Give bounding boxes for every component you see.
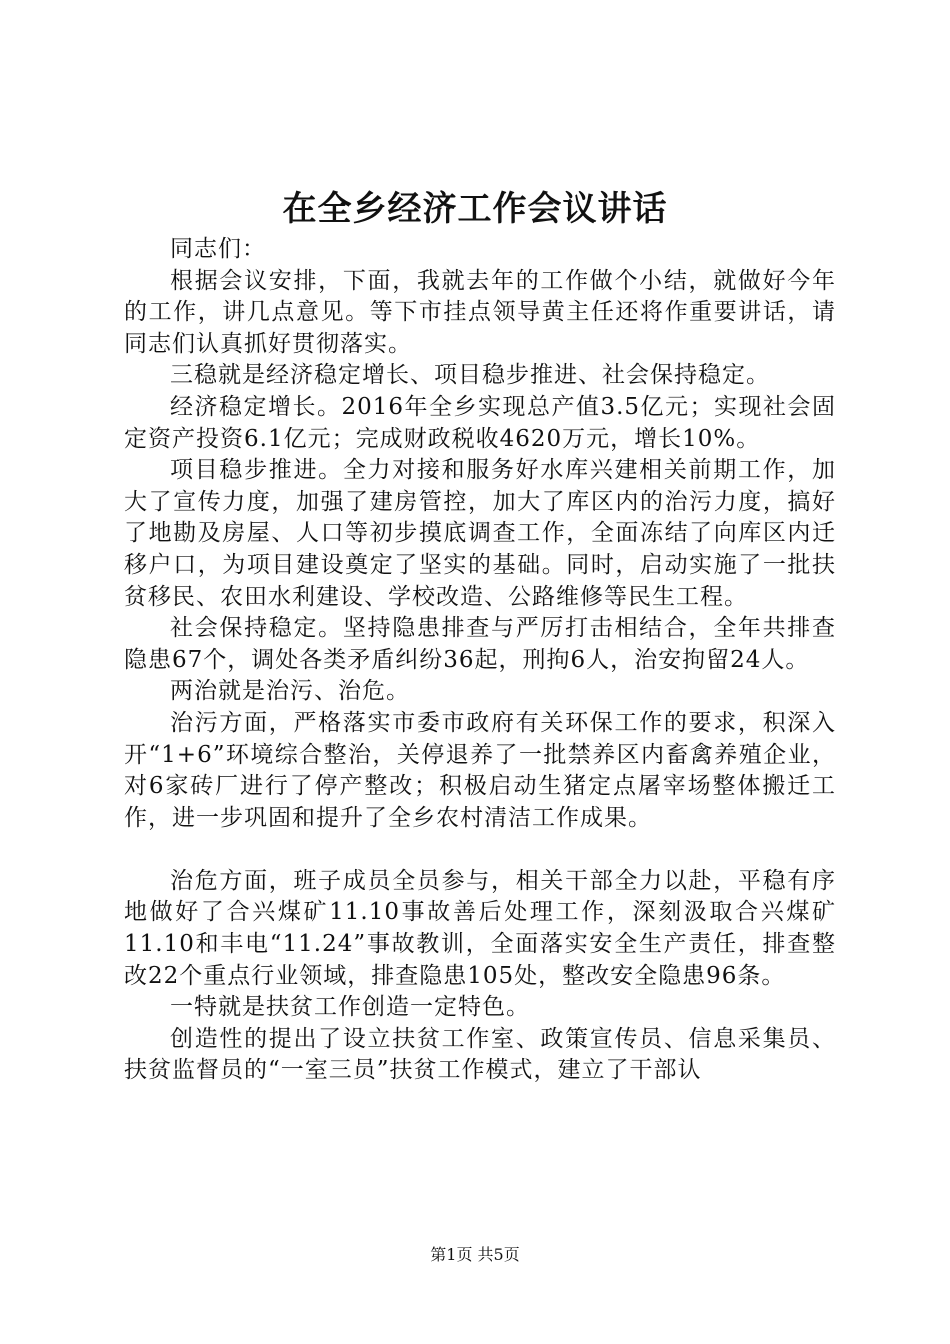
paragraph: 治危方面，班子成员全员参与，相关干部全力以赴，平稳有序地做好了合兴煤矿11.10事故善后处理工作，深刻汲取合兴煤矿11.10和丰电“11.24”事故教训，全面落实安全生产责任，排查整改22个重点行业领域，排查隐患105处，整改安全隐患96条。 <box>124 867 836 989</box>
paragraph: 两治就是治污、治危。 <box>170 678 410 705</box>
paragraph: 根据会议安排，下面，我就去年的工作做个小结，就做好今年的工作，讲几点意见。等下市挂点领导黄主任还将作重要讲话，请同志们认真抓好贯彻落实。 <box>124 267 836 357</box>
document-title: 在全乡经济工作会议讲话 <box>282 189 668 229</box>
paragraph: 治污方面，严格落实市委市政府有关环保工作的要求，积深入开“1+6”环境综合整治，关停退养了一批禁养区内畜禽养殖企业，对6家砖厂进行了停产整改；积极启动生猪定点屠宰场整体搬迁工作，进一步巩固和提升了全乡农村清洁工作成果。 <box>124 709 836 831</box>
paragraph: 经济稳定增长。2016年全乡实现总产值3.5亿元；实现社会固定资产投资6.1亿元；完成财政税收4620万元，增长10%。 <box>124 393 836 452</box>
paragraph: 三稳就是经济稳定增长、项目稳步推进、社会保持稳定。 <box>170 362 770 389</box>
paragraph: 社会保持稳定。坚持隐患排查与严厉打击相结合，全年共排查隐患67个，调处各类矛盾纠纷36起，刑拘6人，治安拘留24人。 <box>124 615 836 673</box>
page-footer: 第1页 共5页 <box>430 1245 520 1264</box>
document-body <box>124 234 836 1087</box>
salutation: 同志们： <box>170 236 266 262</box>
paragraph: 创造性的提出了设立扶贫工作室、政策宣传员、信息采集员、扶贫监督员的“一室三员”扶贫工作模式，建立了干部认 <box>124 1025 836 1084</box>
paragraph: 项目稳步推进。全力对接和服务好水库兴建相关前期工作，加大了宣传力度，加强了建房管控，加大了库区内的治污力度，搞好了地勘及房屋、人口等初步摸底调查工作，全面冻结了向库区内迁移户口，为项目建设奠定了坚实的基础。同时，启动实施了一批扶贫移民、农田水利建设、学校改造、公路维修等民生工程。 <box>124 457 836 610</box>
paragraph: 一特就是扶贫工作创造一定特色。 <box>170 994 530 1021</box>
